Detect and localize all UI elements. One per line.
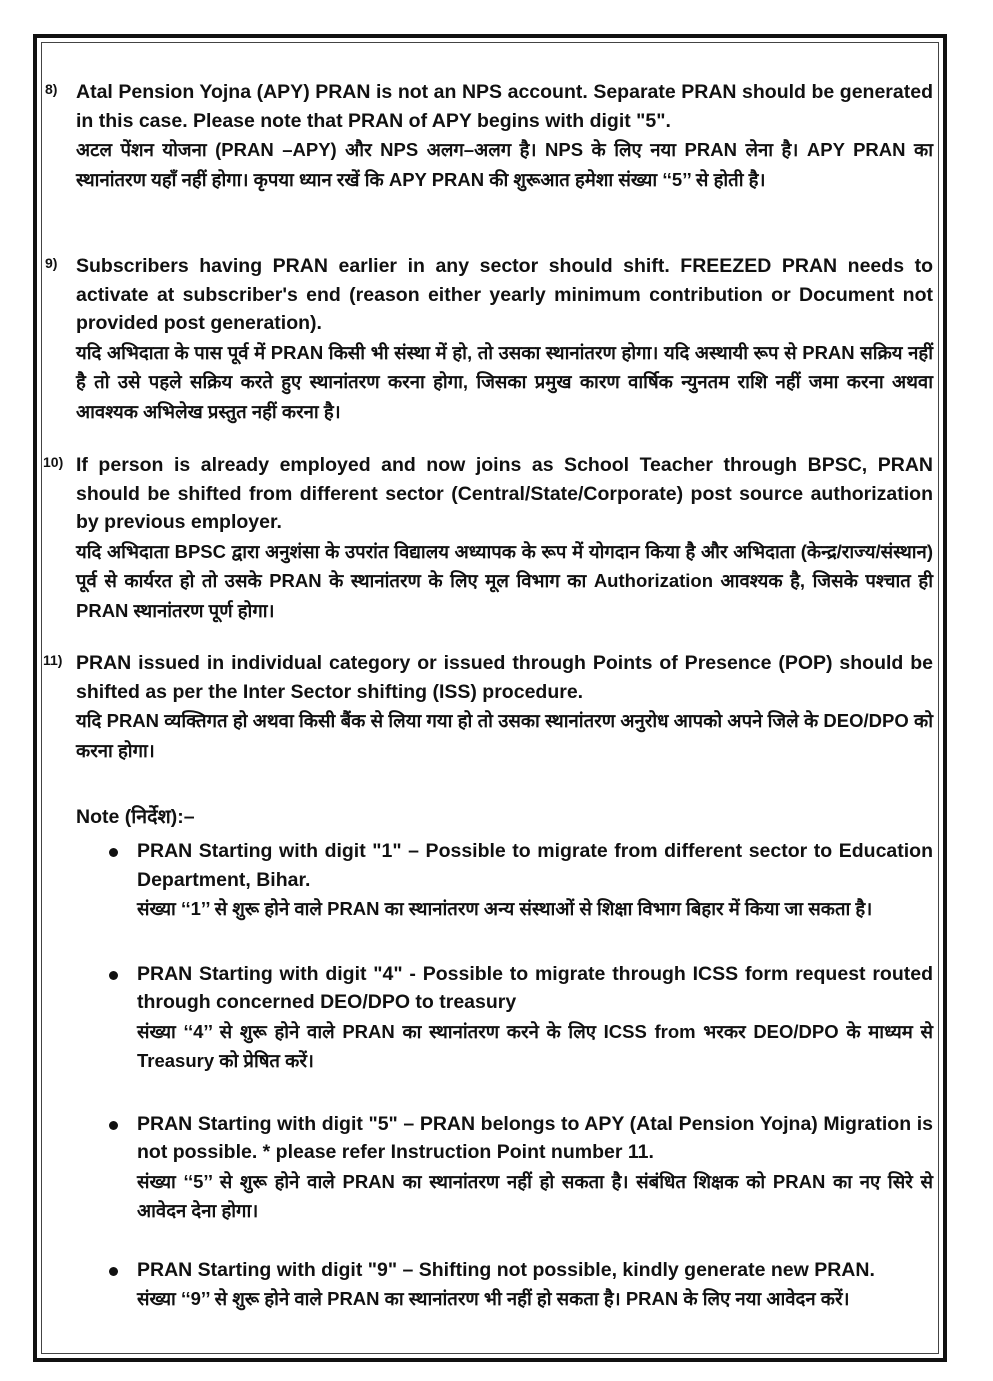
item-number: 10) [43,454,64,470]
item-hindi-text: यदि अभिदाता BPSC द्वारा अनुशंसा के उपरांत विद्यालय अध्यापक के रूप में योगदान किया है और अभिदाता (केन्द्र/राज्य/संस्थान) पूर्व से कार्यरत हो तो उसके PRAN के स्थानांतरण के लिए मूल विभाग का Authorization आवश्यक है, जिसके पश्चात ही PRAN स्थानांतरण पूर्ण होगा। [76,540,933,621]
item-english-text: If person is already employed and now joins as School Teacher through BPSC, PRAN should be shifted from different sector (Central/State/Corporate) post source authorization by previous employer. [76,454,933,533]
instruction-item-8 [45,78,933,194]
bullet-english-text: PRAN Starting with digit "5" – PRAN belongs to APY (Atal Pension Yojna) Migration is not possible. * please refer Instruction Point number 11. [137,1112,933,1163]
note-heading: Note (निर्देश):– [76,806,195,828]
bullet-dot-icon [109,971,118,980]
item-number: 9) [45,255,58,271]
note-bullet-list [107,837,933,1314]
bullet-dot-icon [109,1121,118,1130]
bullet-dot-icon [109,1267,118,1276]
item-english-text: PRAN issued in individual category or issued through Points of Presence (POP) should be shifted as per the Inter Sector shifting (ISS) procedure. [76,652,933,703]
item-number: 11) [43,652,63,668]
bullet-hindi-text: संख्या ‘‘5’’ से शुरू होने वाले PRAN का स्थानांतरण नहीं हो सकता है। संबंधित शिक्षक को PRAN का नए सिरे से आवेदन देना होगा। [137,1170,933,1221]
instruction-item-11 [45,649,933,765]
item-hindi-text: यदि PRAN व्यक्तिगत हो अथवा किसी बैंक से लिया गया हो तो उसका स्थानांतरण अनुरोध आपको अपने जिले के DEO/DPO को करना होगा। [76,710,933,761]
instruction-item-10 [45,451,933,625]
bullet-dot-icon [109,848,118,857]
item-hindi-text: अटल पेंशन योजना (PRAN –APY) और NPS अलग–अलग है। NPS के लिए नया PRAN लेना है। APY PRAN का स्थानांतरण यहाँ नहीं होगा। कृपया ध्यान रखें कि APY PRAN की शुरूआत हमेशा संख्या ‘‘5’’ से होती है। [76,139,933,190]
note-bullet-digit-1 [107,837,933,924]
note-bullet-digit-4 [107,960,933,1076]
note-bullet-digit-9 [107,1256,933,1314]
bullet-english-text: PRAN Starting with digit "4" - Possible to migrate through ICSS form request routed through concerned DEO/DPO to treasury [137,962,933,1013]
bullet-hindi-text: संख्या ‘‘4’’ से शुरू होने वाले PRAN का स्थानांतरण करने के लिए ICSS from भरकर DEO/DPO के माध्यम से Treasury को प्रेषित करें। [137,1020,933,1071]
item-hindi-text: यदि अभिदाता के पास पूर्व में PRAN किसी भी संस्था में हो, तो उसका स्थानांतरण होगा। यदि अस्थायी रूप से PRAN सक्रिय नहीं है तो उसे पहले सक्रिय करते हुए स्थानांतरण करना होगा, जिसका प्रमुख कारण वार्षिक न्युनतम राशि नहीं जमा करना अथवा आवश्यक अभिलेख प्रस्तुत नहीं करना है। [76,341,933,422]
bullet-english-text: PRAN Starting with digit "9" – Shifting not possible, kindly generate new PRAN. [137,1258,875,1281]
note-bullet-digit-5 [107,1110,933,1226]
item-number: 8) [45,81,58,97]
bullet-english-text: PRAN Starting with digit "1" – Possible to migrate from different sector to Education Department, Bihar. [137,840,933,891]
bullet-hindi-text: संख्या ‘‘9’’ से शुरू होने वाले PRAN का स्थानांतरण भी नहीं हो सकता है। PRAN के लिए नया आवेदन करें। [137,1288,850,1309]
item-english-text: Atal Pension Yojna (APY) PRAN is not an NPS account. Separate PRAN should be generated in this case. Please note that PRAN of APY begins with digit "5". [76,81,933,132]
instruction-item-9 [45,252,933,426]
item-english-text: Subscribers having PRAN earlier in any sector should shift. FREEZED PRAN needs to activate at subscriber's end (reason either yearly minimum contribution or Document not provided post generation). [76,255,933,334]
document-body [45,78,933,1314]
bullet-hindi-text: संख्या ‘‘1’’ से शुरू होने वाले PRAN का स्थानांतरण अन्य संस्थाओं से शिक्षा विभाग बिहार में किया जा सकता है। [137,898,873,919]
